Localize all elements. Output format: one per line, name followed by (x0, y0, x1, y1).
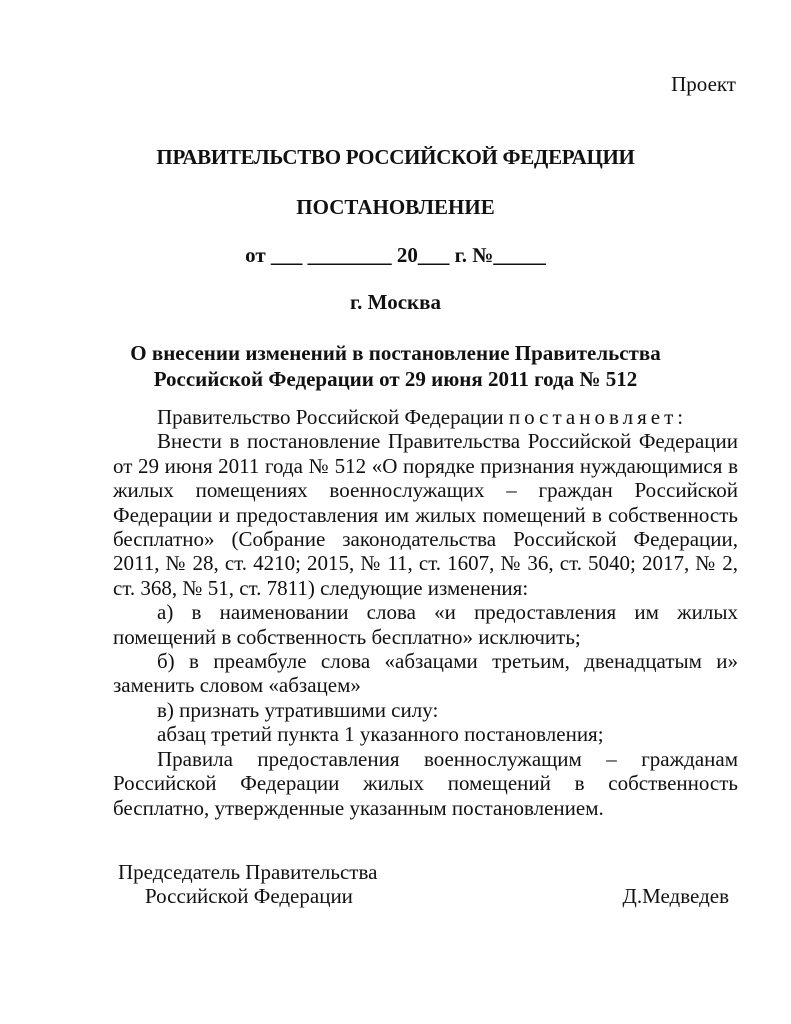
draft-label: Проект (671, 72, 736, 96)
government-heading: ПРАВИТЕЛЬСТВО РОССИЙСКОЙ ФЕДЕРАЦИИ (156, 145, 635, 169)
preamble-text: Правительство Российской Федерации (157, 405, 509, 429)
item-v: в) признать утратившими силу: (157, 697, 439, 722)
city-line: г. Москва (350, 290, 441, 314)
signatory-position-line-1: Председатель Правительства (118, 860, 378, 884)
document-title-line-1: О внесении изменений в постановление Правительства (130, 341, 661, 365)
document-body (113, 405, 738, 820)
document-type-heading: ПОСТАНОВЛЕНИЕ (296, 195, 495, 219)
paragraph-main: Внести в постановление Правительства Российской Федерации от 29 июня 2011 года № 512 «О порядке признания нуждающимися в жилых помещениях военнослужащих – граждан Российской Федерации и предоставления им жилых помещений в собственность бесплатно» (Собрание законодательства Российской Федерации, 2011, № 28, ст. 4210; 2015, № 11, ст. 1607, № 36, ст. 5040; 2017, № 2, ст. 368, № 51, ст. 7811) следующие изменения: (113, 429, 738, 600)
item-a: а) в наименовании слова «и предоставления им жилых помещений в собственность бесплатно» исключить; (113, 600, 738, 649)
signatory-name: Д.Медведев (622, 884, 729, 908)
item-v-subitem-2: Правила предоставления военнослужащим – гражданам Российской Федерации жилых помещений в собственность бесплатно, утвержденные указанным постановлением. (113, 746, 738, 820)
document-title-line-2: Российской Федерации от 29 июня 2011 года № 512 (153, 367, 638, 391)
preamble-spaced-verb: постановляет: (508, 405, 688, 429)
date-number-line: от ___ ________ 20___ г. №_____ (245, 243, 546, 267)
item-v-subitem-1: абзац третий пункта 1 указанного постановления; (157, 722, 604, 747)
item-b: б) в преамбуле слова «абзацами третьим, двенадцатым и» заменить словом «абзацем» (113, 649, 738, 698)
preamble (113, 405, 738, 429)
signatory-position-line-2: Российской Федерации (145, 884, 353, 908)
document-title (0, 340, 791, 392)
